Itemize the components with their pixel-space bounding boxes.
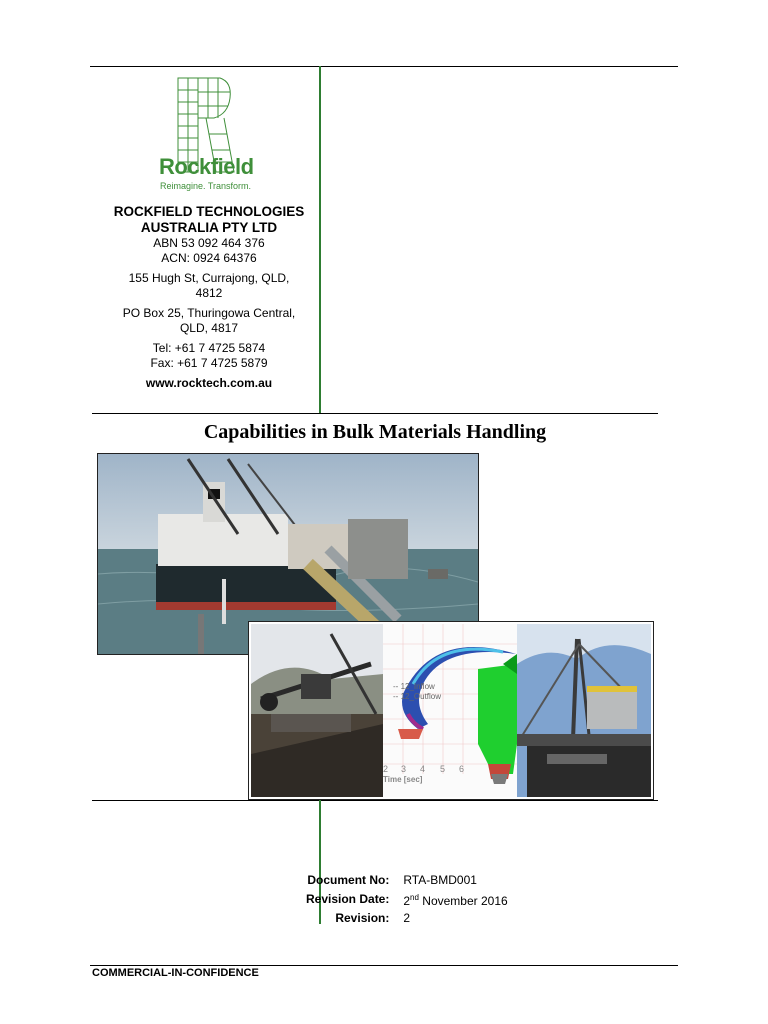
company-name-line1: ROCKFIELD TECHNOLOGIES — [113, 204, 305, 219]
equipment-collage — [248, 621, 654, 800]
revision-label: Revision: — [335, 911, 390, 925]
doc-no-row — [300, 872, 514, 889]
document-info — [300, 872, 600, 927]
legend-inflow: -- 12_Inflow — [393, 682, 435, 691]
company-name-line2: AUSTRALIA PTY LTD — [140, 220, 278, 235]
revision-date-label: Revision Date: — [306, 892, 390, 906]
revision-row — [300, 910, 514, 927]
shiploader-tower-photo — [517, 624, 651, 797]
revision-date-row — [300, 889, 514, 910]
doc-no-label: Document No: — [307, 873, 390, 887]
telephone: Tel: +61 7 4725 5874 — [152, 341, 266, 355]
po-box-line2: QLD, 4817 — [179, 320, 239, 335]
simulation-plot — [383, 624, 517, 797]
vertical-divider-top — [319, 66, 321, 414]
x-tick: 5 — [440, 764, 446, 774]
document-title: Capabilities in Bulk Materials Handling — [203, 421, 547, 443]
stacker-reclaimer-photo — [251, 624, 383, 797]
x-tick: 4 — [420, 764, 426, 774]
company-abn: ABN 53 092 464 376 — [153, 236, 265, 250]
top-rule — [90, 66, 678, 67]
website-link[interactable]: www.rocktech.com.au — [145, 376, 273, 390]
street-address-line1: 155 Hugh St, Currajong, QLD, — [128, 271, 290, 285]
confidentiality-footer: COMMERCIAL-IN-CONFIDENCE — [92, 967, 259, 979]
x-tick: 6 — [459, 764, 465, 774]
company-acn: ACN: 0924 64376 — [161, 250, 257, 265]
legend-outflow: -- 12_Outflow — [393, 692, 442, 701]
x-axis-label: Time [sec] — [383, 775, 423, 784]
logo-tagline: Reimagine. Transform. — [160, 181, 252, 191]
footer-rule — [90, 965, 678, 966]
fax: Fax: +61 7 4725 5879 — [150, 355, 268, 370]
images-bottom-rule — [92, 800, 658, 801]
revision-date-value: 2nd November 2016 — [403, 893, 508, 908]
street-address-line2: 4812 — [195, 285, 223, 300]
po-box-line1: PO Box 25, Thuringowa Central, — [122, 306, 296, 320]
x-tick: 3 — [401, 764, 407, 774]
doc-no-value: RTA-BMD001 — [403, 873, 477, 887]
company-info — [100, 204, 318, 390]
header-bottom-rule — [92, 413, 658, 414]
x-tick: 2 — [383, 764, 389, 774]
revision-value: 2 — [403, 911, 411, 925]
rockfield-logo — [150, 72, 270, 197]
logo-brand: Rockfield — [159, 154, 254, 179]
